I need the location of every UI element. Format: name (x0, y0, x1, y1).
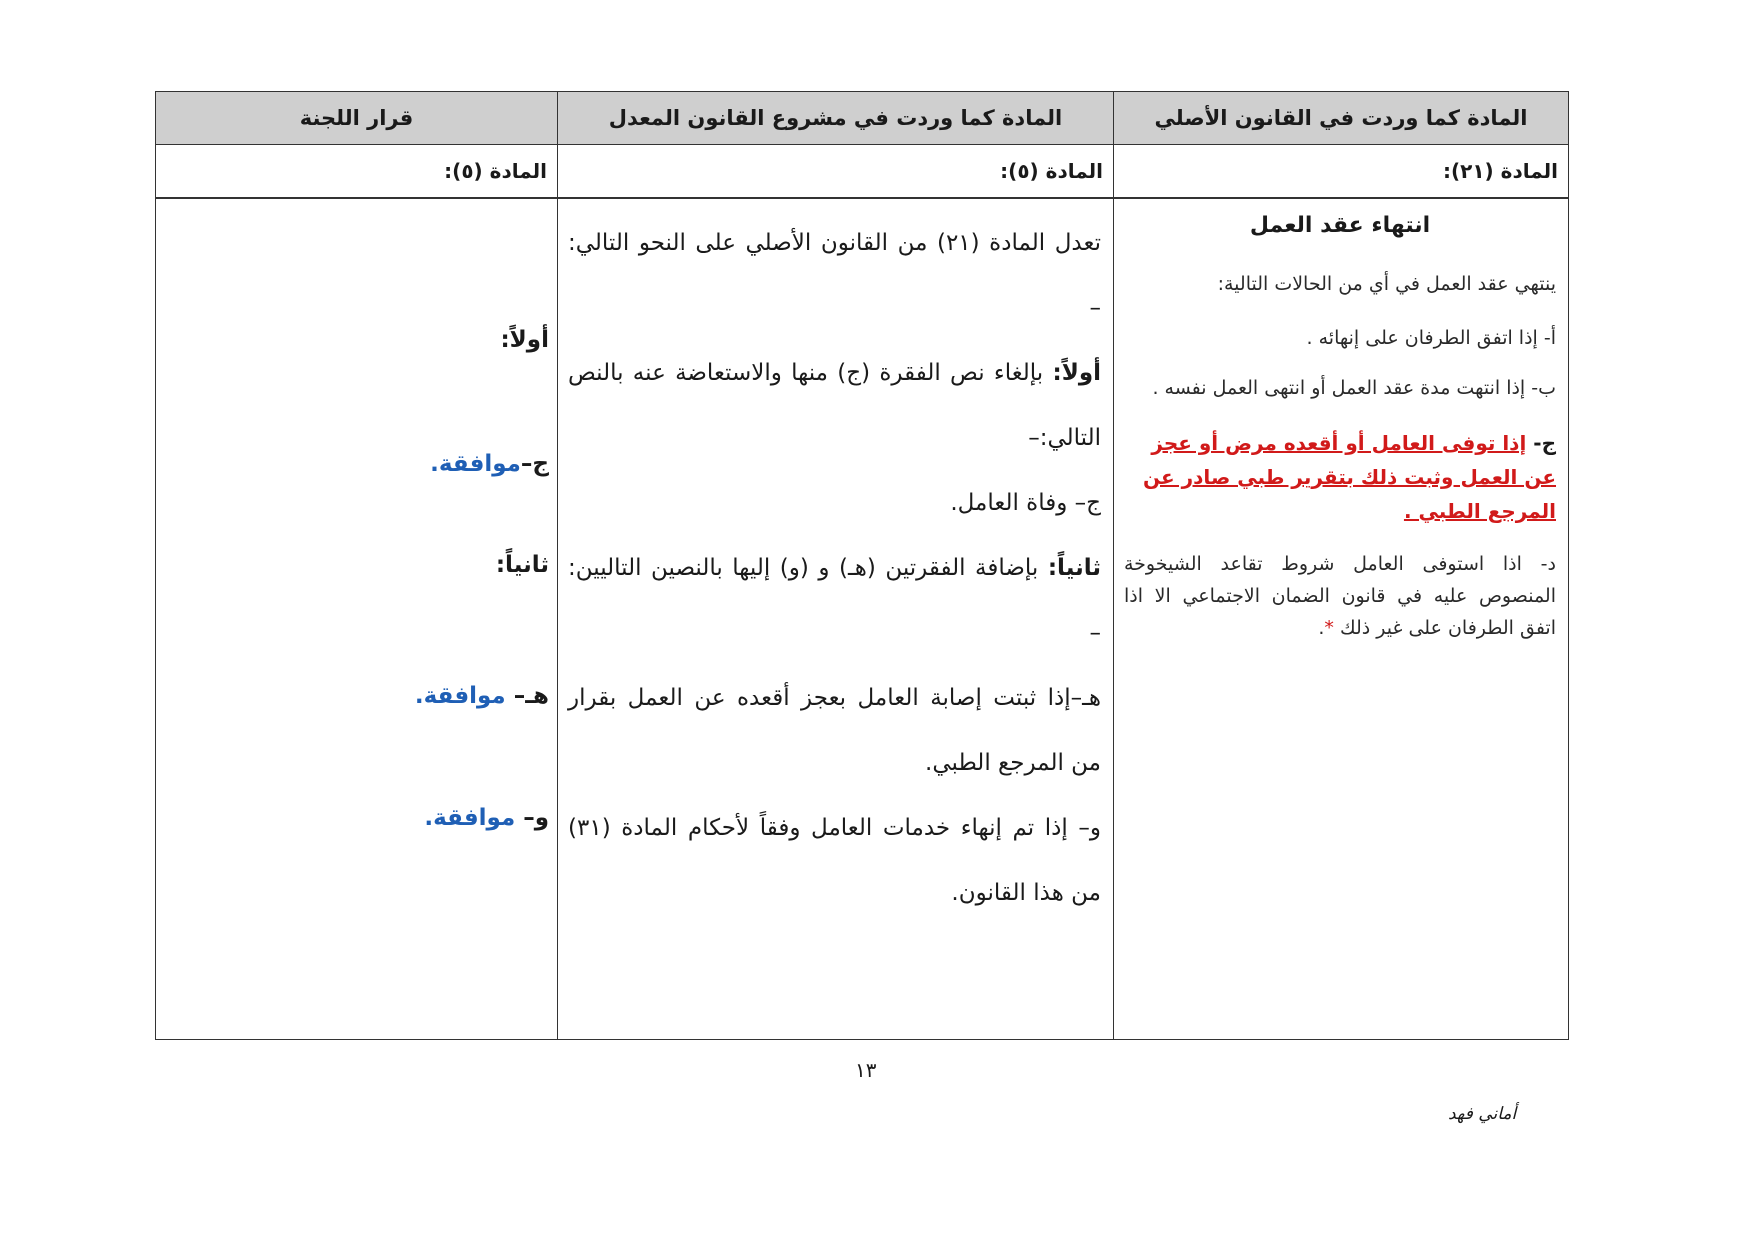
clause-d-end: . (1318, 617, 1325, 639)
original-clause-b: ب- إذا انتهت مدة عقد العمل أو انتهى العمل نفسه . (1152, 377, 1556, 399)
header-row (156, 92, 1569, 145)
decision-first: أولاً: (500, 327, 549, 353)
decision-c-value: موافقة. (430, 451, 521, 477)
amended-second-text: بإضافة الفقرتين (هـ) و (و) إليها بالنصين التاليين: – (568, 555, 1101, 646)
amended-intro: تعدل المادة (٢١) من القانون الأصلي على النحو التالي: – (568, 230, 1101, 321)
clause-d-text: د- اذا استوفى العامل شروط تقاعد الشيخوخة المنصوص عليه في قانون الضمان الاجتماعي الا اذا اتفق الطرفان على غير ذلك (1124, 553, 1556, 639)
original-clause-c (1124, 426, 1556, 528)
comparison-table (155, 91, 1569, 1040)
asterisk-mark: * (1324, 617, 1334, 639)
page-number: ١٣ (855, 1058, 877, 1082)
amended-text-cell (558, 198, 1114, 1040)
original-clause-a: أ- إذا اتفق الطرفان على إنهائه . (1306, 327, 1556, 349)
header-decision: قرار اللجنة (156, 92, 558, 145)
decision-w-value: موافقة. (424, 805, 516, 831)
article-original: المادة (٢١): (1114, 145, 1569, 199)
decision-h-label: هـ– (513, 683, 549, 709)
article-amended: المادة (٥): (558, 145, 1114, 199)
amended-clause-w: و– إذا تم إنهاء خدمات العامل وفقاً لأحكام المادة (٣١) من هذا القانون. (568, 815, 1101, 906)
header-original: المادة كما وردت في القانون الأصلي (1114, 92, 1569, 145)
amended-clause-h: هـ–إذا ثبتت إصابة العامل بعجز أقعده عن العمل بقرار من المرجع الطبي. (568, 685, 1101, 776)
body-row (156, 198, 1569, 1040)
decision-h-value: موافقة. (414, 683, 506, 709)
header-amended: المادة كما وردت في مشروع القانون المعدل (558, 92, 1114, 145)
amended-second-label: ثانياً: (1047, 555, 1101, 581)
decision-cell (156, 198, 558, 1040)
amended-first-label: أولاً: (1052, 360, 1102, 386)
decision-second: ثانياً: (495, 552, 549, 578)
original-text-cell (1114, 198, 1569, 1040)
original-title: انتهاء عقد العمل (1249, 213, 1431, 238)
article-row (156, 145, 1569, 199)
decision-w-label: و– (523, 805, 549, 831)
amended-clause-c: ج– وفاة العامل. (950, 490, 1101, 516)
amended-first (568, 341, 1101, 471)
original-clause-d (1124, 548, 1556, 644)
decision-h (415, 683, 549, 709)
original-intro: ينتهي عقد العمل في أي من الحالات التالية: (1217, 273, 1556, 295)
clause-c-prefix: ج- (1533, 431, 1556, 455)
signature: أماني فهد (1448, 1104, 1517, 1124)
article-decision: المادة (٥): (156, 145, 558, 199)
amended-second (568, 536, 1101, 666)
decision-c (430, 451, 549, 477)
decision-c-label: ج– (520, 451, 549, 477)
decision-w (424, 805, 549, 831)
clause-c-deleted-text: إذا توفى العامل أو أقعده مرض أو عجز عن العمل وثبت ذلك بتقرير طبي صادر عن المرجع الطبي . (1143, 431, 1556, 523)
amended-first-text: بإلغاء نص الفقرة (ج) منها والاستعاضة عنه بالنص التالي:– (568, 360, 1101, 451)
